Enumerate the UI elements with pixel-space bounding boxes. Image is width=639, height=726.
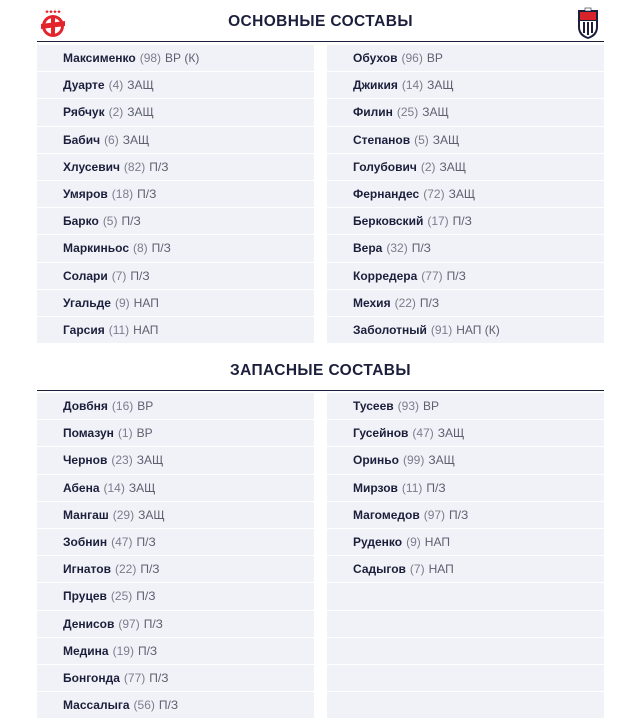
list-item <box>327 154 604 180</box>
empty-row <box>327 583 604 609</box>
list-item <box>327 290 604 316</box>
player-number: (19) <box>112 643 134 658</box>
list-item <box>37 317 314 343</box>
player-number: (9) <box>114 295 130 310</box>
player-number: (2) <box>420 159 436 174</box>
player-name: Максименко <box>63 51 136 66</box>
player-position: П/З <box>121 214 141 229</box>
list-item <box>327 317 604 343</box>
player-number: (5) <box>102 214 118 229</box>
player-number: (14) <box>401 78 424 93</box>
player-name: Мангаш <box>63 507 109 522</box>
list-item <box>37 692 314 718</box>
player-number: (72) <box>423 187 445 202</box>
player-name: Мирзов <box>353 480 398 495</box>
player-name: Денисов <box>63 616 115 631</box>
player-number: (6) <box>104 132 119 147</box>
list-item <box>37 181 314 207</box>
player-number: (8) <box>133 241 148 256</box>
player-position: ВР <box>136 426 153 441</box>
player-position: П/З <box>140 562 160 577</box>
player-number: (7) <box>409 562 425 577</box>
player-number: (32) <box>386 241 408 256</box>
empty-row <box>327 611 604 637</box>
list-item <box>327 45 604 71</box>
player-name: Бабич <box>63 132 101 147</box>
list-item <box>327 393 604 419</box>
player-position: П/З <box>158 698 179 713</box>
player-position: ЗАЩ <box>127 78 154 93</box>
player-position: ЗАЩ <box>128 480 156 495</box>
list-item <box>37 611 314 637</box>
player-position: ВР (К) <box>165 51 200 66</box>
list-item <box>327 447 604 473</box>
player-number: (47) <box>111 535 133 550</box>
player-number: (93) <box>397 399 419 414</box>
starting-lineups-header <box>37 0 604 42</box>
player-name: Зобнин <box>63 535 108 550</box>
player-position: НАП <box>428 562 454 577</box>
list-item <box>37 475 314 501</box>
player-position: ЗАЩ <box>432 132 460 147</box>
bench-lineups-title: ЗАПАСНЫЕ СОСТАВЫ <box>230 362 411 379</box>
player-number: (14) <box>103 480 125 495</box>
bench-home-list <box>37 393 314 719</box>
player-number: (77) <box>123 670 146 685</box>
player-number: (99) <box>403 453 425 468</box>
player-name: Заболотный <box>353 322 427 337</box>
player-number: (56) <box>133 698 155 713</box>
player-number: (17) <box>427 214 449 229</box>
player-position: П/З <box>136 589 156 604</box>
player-name: Садыгов <box>353 562 406 577</box>
player-name: Степанов <box>353 132 411 147</box>
player-name: Чернов <box>63 453 108 468</box>
bench-away-list <box>327 393 604 719</box>
player-position: П/З <box>136 535 156 550</box>
player-number: (91) <box>430 322 453 337</box>
player-name: Солари <box>63 268 108 283</box>
player-position: НАП (К) <box>456 322 500 337</box>
empty-row <box>327 665 604 691</box>
player-position: ЗАЩ <box>437 426 465 441</box>
player-name: Довбня <box>63 399 108 414</box>
player-position: П/З <box>419 295 440 310</box>
player-number: (2) <box>108 105 124 120</box>
player-name: Мехия <box>353 295 391 310</box>
player-name: Тусеев <box>353 399 394 414</box>
player-number: (47) <box>412 426 434 441</box>
player-name: Бонгонда <box>63 670 120 685</box>
starting-home-list <box>37 45 314 344</box>
list-item <box>37 45 314 71</box>
starting-away-list <box>327 45 604 344</box>
list-item <box>327 235 604 261</box>
player-position: НАП <box>133 322 159 337</box>
player-name: Барко <box>63 214 99 229</box>
player-name: Медина <box>63 643 109 658</box>
list-item <box>327 502 604 528</box>
player-position: ВР <box>426 51 443 66</box>
player-number: (1) <box>117 426 133 441</box>
list-item <box>37 235 314 261</box>
starting-lineups-title: ОСНОВНЫЕ СОСТАВЫ <box>228 13 413 30</box>
player-name: Умяров <box>63 187 108 202</box>
list-item <box>327 208 604 234</box>
player-position: П/З <box>149 159 169 174</box>
list-item <box>327 475 604 501</box>
list-item <box>37 99 314 125</box>
player-number: (82) <box>123 159 146 174</box>
list-item <box>37 420 314 446</box>
player-number: (23) <box>111 453 133 468</box>
player-name: Вера <box>353 241 383 256</box>
player-number: (11) <box>401 480 423 495</box>
player-name: Игнатов <box>63 562 111 577</box>
player-number: (9) <box>406 535 421 550</box>
empty-row <box>327 692 604 718</box>
player-position: ЗАЩ <box>138 507 165 522</box>
player-number: (22) <box>114 562 137 577</box>
player-position: П/З <box>151 241 171 256</box>
list-item <box>327 420 604 446</box>
player-number: (97) <box>423 507 446 522</box>
player-number: (98) <box>139 51 162 66</box>
list-item <box>37 638 314 664</box>
player-position: НАП <box>424 535 450 550</box>
player-position: П/З <box>452 214 472 229</box>
player-number: (16) <box>111 399 134 414</box>
player-position: П/З <box>149 670 169 685</box>
player-name: Гарсия <box>63 322 105 337</box>
list-item <box>327 127 604 153</box>
list-item <box>327 529 604 555</box>
player-number: (11) <box>108 322 130 337</box>
player-name: Массалыга <box>63 698 130 713</box>
player-name: Абена <box>63 480 100 495</box>
player-name: Маркиньос <box>63 241 129 256</box>
player-name: Ориньо <box>353 453 399 468</box>
player-position: П/З <box>426 480 446 495</box>
player-name: Хлусевич <box>63 159 120 174</box>
list-item <box>37 263 314 289</box>
player-position: П/З <box>446 268 466 283</box>
player-name: Дуарте <box>63 78 105 93</box>
player-number: (4) <box>108 78 124 93</box>
list-item <box>37 556 314 582</box>
player-position: ЗАЩ <box>428 453 455 468</box>
list-item <box>327 556 604 582</box>
player-number: (25) <box>110 589 133 604</box>
list-item <box>37 154 314 180</box>
list-item <box>37 583 314 609</box>
player-name: Магомедов <box>353 507 420 522</box>
player-name: Голубович <box>353 159 417 174</box>
list-item <box>327 72 604 98</box>
bench-lineups-header <box>37 349 604 391</box>
player-position: П/З <box>137 187 157 202</box>
khimki-logo-icon <box>572 6 604 40</box>
empty-row <box>327 638 604 664</box>
player-position: ЗАЩ <box>127 105 154 120</box>
player-name: Гусейнов <box>353 426 409 441</box>
player-position: П/З <box>143 616 163 631</box>
player-name: Корредера <box>353 268 418 283</box>
list-item <box>37 127 314 153</box>
list-item <box>37 529 314 555</box>
player-number: (25) <box>396 105 419 120</box>
player-number: (7) <box>111 268 127 283</box>
player-number: (22) <box>394 295 416 310</box>
list-item <box>37 72 314 98</box>
player-position: НАП <box>133 295 159 310</box>
player-name: Пруцев <box>63 589 107 604</box>
player-name: Угальде <box>63 295 111 310</box>
list-item <box>327 263 604 289</box>
list-item <box>37 393 314 419</box>
player-name: Руденко <box>353 535 403 550</box>
player-position: ЗАЩ <box>427 78 454 93</box>
player-name: Фернандес <box>353 187 420 202</box>
player-number: (29) <box>112 507 135 522</box>
player-position: ВР <box>423 399 440 414</box>
player-position: ЗАЩ <box>439 159 467 174</box>
player-position: ЗАЩ <box>122 132 150 147</box>
list-item <box>327 99 604 125</box>
player-name: Филин <box>353 105 393 120</box>
player-position: ЗАЩ <box>136 453 164 468</box>
list-item <box>37 665 314 691</box>
player-number: (97) <box>118 616 140 631</box>
player-number: (77) <box>421 268 443 283</box>
player-number: (5) <box>414 132 429 147</box>
player-name: Рябчук <box>63 105 105 120</box>
player-position: ЗАЩ <box>422 105 449 120</box>
player-name: Обухов <box>353 51 398 66</box>
player-position: П/З <box>449 507 469 522</box>
player-number: (18) <box>111 187 134 202</box>
list-item <box>37 290 314 316</box>
player-position: П/З <box>411 241 431 256</box>
list-item <box>37 447 314 473</box>
list-item <box>37 502 314 528</box>
player-position: ВР <box>137 399 154 414</box>
list-item <box>37 208 314 234</box>
player-number: (96) <box>401 51 423 66</box>
list-item <box>327 181 604 207</box>
player-position: ЗАЩ <box>448 187 476 202</box>
player-name: Берковский <box>353 214 424 229</box>
player-name: Джикия <box>353 78 398 93</box>
player-position: П/З <box>137 643 158 658</box>
player-position: П/З <box>130 268 150 283</box>
player-name: Помазун <box>63 426 114 441</box>
